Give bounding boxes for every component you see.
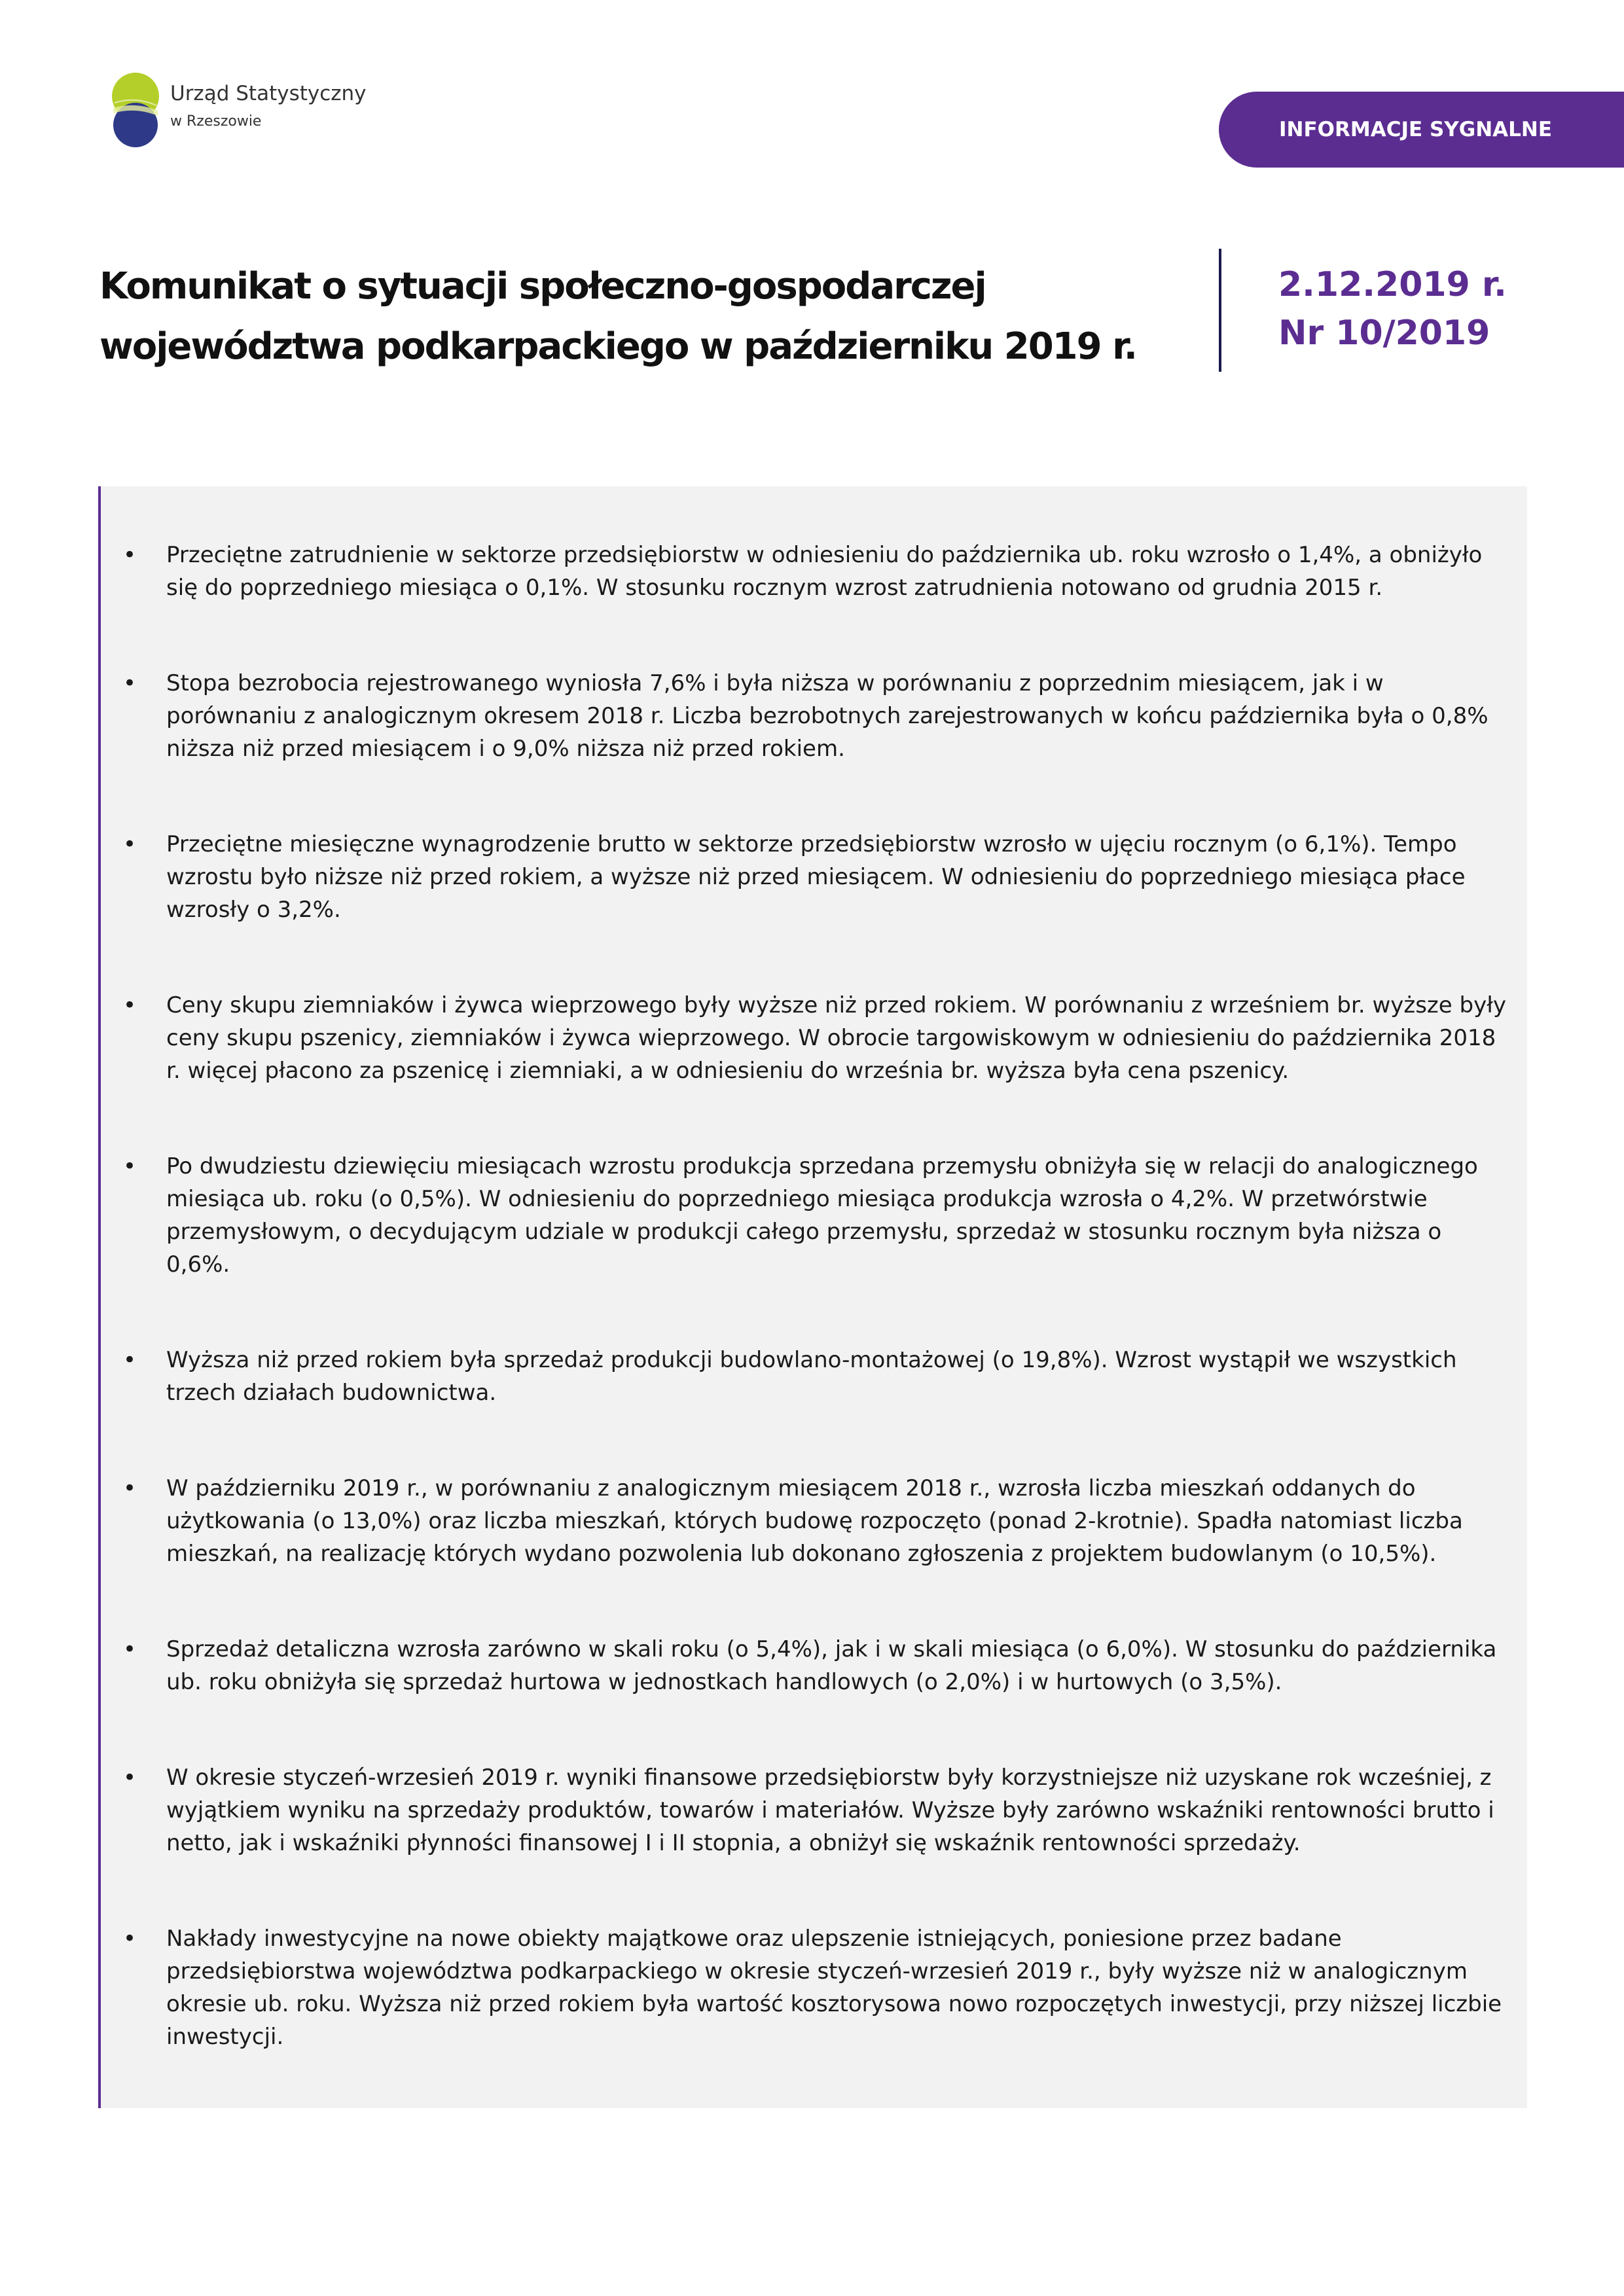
logo-name: Urząd Statystyczny <box>170 82 367 105</box>
bullet-icon: • <box>123 831 137 857</box>
bullet-icon: • <box>123 1153 137 1179</box>
info-badge: INFORMACJE SYGNALNE <box>1219 92 1624 168</box>
title-divider <box>1219 249 1221 372</box>
bullet-icon: • <box>123 542 137 568</box>
bullet-icon: • <box>123 992 137 1018</box>
bullet-icon: • <box>123 1475 137 1501</box>
summary-item <box>101 1761 1527 1859</box>
summary-item-text: Przeciętne zatrudnienie w sektorze przedsiębiorstw w odniesieniu do października ub. roku wzrosło o 1,4%, a obniżyło się do poprzedniego miesiąca o 0,1%. W stosunku rocznym wzrost zatrudnienia notowano od grudnia 2015 r. <box>166 542 1483 601</box>
summary-item <box>101 1150 1527 1281</box>
bullet-icon: • <box>123 670 137 696</box>
summary-item-text: Sprzedaż detaliczna wzrosła zarówno w skali roku (o 5,4%), jak i w skali miesiąca (o 6,0%). W stosunku do października ub. roku obniżyła się sprzedaż hurtowa w jednostkach handlowych (o 2,0%) i w hurtowych (o 3,5%). <box>166 1636 1497 1695</box>
summary-item-text: Stopa bezrobocia rejestrowanego wyniosła 7,6% i była niższa w porównaniu z poprzednim miesiącem, jak i w porównaniu z analogicznym okresem 2018 r. Liczba bezrobotnych zarejestrowanych w końcu października była o 0,8% niższa niż przed miesiącem i o 9,0% niższa niż przed rokiem. <box>166 670 1489 762</box>
summary-item-text: Po dwudziestu dziewięciu miesiącach wzrostu produkcja sprzedana przemysłu obniżyła się w relacji do analogicznego miesiąca ub. roku (o 0,5%). W odniesieniu do poprzedniego miesiąca produkcja wzrosła o 4,2%. W przetwórstwie przemysłowym, o decydującym udziale w produkcji całego przemysłu, sprzedaż w stosunku rocznym była niższa o 0,6%. <box>166 1153 1478 1278</box>
logo-subtitle: w Rzeszowie <box>170 113 262 130</box>
bullet-icon: • <box>123 1347 137 1373</box>
issue-number: Nr 10/2019 <box>1278 314 1490 353</box>
summary-item-text: Nakłady inwestycyjne na nowe obiekty majątkowe oraz ulepszenie istniejących, poniesione przez badane przedsiębiorstwa województwa podkarpackiego w okresie styczeń-wrzesień 2019 r., były wyższe niż w analogicznym okresie ub. roku. Wyższa niż przed rokiem była wartość kosztorysowa nowo rozpoczętych inwestycji, przy niższej liczbie inwestycji. <box>166 1926 1502 2050</box>
summary-item-text: W październiku 2019 r., w porównaniu z analogicznym miesiącem 2018 r., wzrosła liczba mieszkań oddanych do użytkowania (o 13,0%) oraz liczba mieszkań, których budowę rozpoczęto (ponad 2-krotnie). Spadła natomiast liczba mieszkań, na realizację których wydano pozwolenia lub dokonano zgłoszenia z projektem budowlanym (o 10,5%). <box>166 1475 1463 1567</box>
summary-item-text: Wyższa niż przed rokiem była sprzedaż produkcji budowlano-montażowej (o 19,8%). Wzrost wystąpił we wszystkich trzech działach budownictwa. <box>166 1347 1457 1406</box>
summary-list <box>101 539 1527 2116</box>
logo-emblem-icon <box>108 69 167 151</box>
summary-item <box>101 1922 1527 2053</box>
summary-item <box>101 1344 1527 1409</box>
summary-item-text: Przeciętne miesięczne wynagrodzenie brutto w sektorze przedsiębiorstw wzrosło w ujęciu rocznym (o 6,1%). Tempo wzrostu było niższe niż przed rokiem, a wyższe niż przed miesiącem. W odniesieniu do poprzedniego miesiąca płace wzrosły o 3,2%. <box>166 831 1466 923</box>
logo <box>108 69 409 154</box>
summary-item <box>101 1633 1527 1698</box>
bullet-icon: • <box>123 1765 137 1791</box>
issue-date: 2.12.2019 r. <box>1278 265 1507 304</box>
title-line-2: województwa podkarpackiego w październiku 2019 r. <box>99 325 1136 368</box>
summary-item-text: Ceny skupu ziemniaków i żywca wieprzowego były wyższe niż przed rokiem. W porównaniu z wrześniem br. wyższe były ceny skupu pszenicy, ziemniaków i żywca wieprzowego. W obrocie targowiskowym w odniesieniu do października 2018 r. więcej płacono za pszenicę i ziemniaki, a w odniesieniu do września br. wyższa była cena pszenicy. <box>166 992 1506 1084</box>
bullet-icon: • <box>123 1926 137 1952</box>
summary-item <box>101 1472 1527 1570</box>
summary-item <box>101 667 1527 765</box>
summary-box <box>98 486 1527 2108</box>
issue-info <box>1278 260 1507 357</box>
page-title <box>99 257 1199 377</box>
summary-item <box>101 539 1527 604</box>
summary-item <box>101 828 1527 926</box>
title-line-1: Komunikat o sytuacji społeczno-gospodarczej <box>99 265 986 308</box>
bullet-icon: • <box>123 1636 137 1662</box>
summary-item-text: W okresie styczeń-wrzesień 2019 r. wyniki finansowe przedsiębiorstw były korzystniejsze niż uzyskane rok wcześniej, z wyjątkiem wyniku na sprzedaży produktów, towarów i materiałów. Wyższe były zarówno wskaźniki rentowności brutto i netto, jak i wskaźniki płynności finansowej I i II stopnia, a obniżył się wskaźnik rentowności sprzedaży. <box>166 1765 1494 1856</box>
summary-item <box>101 989 1527 1087</box>
